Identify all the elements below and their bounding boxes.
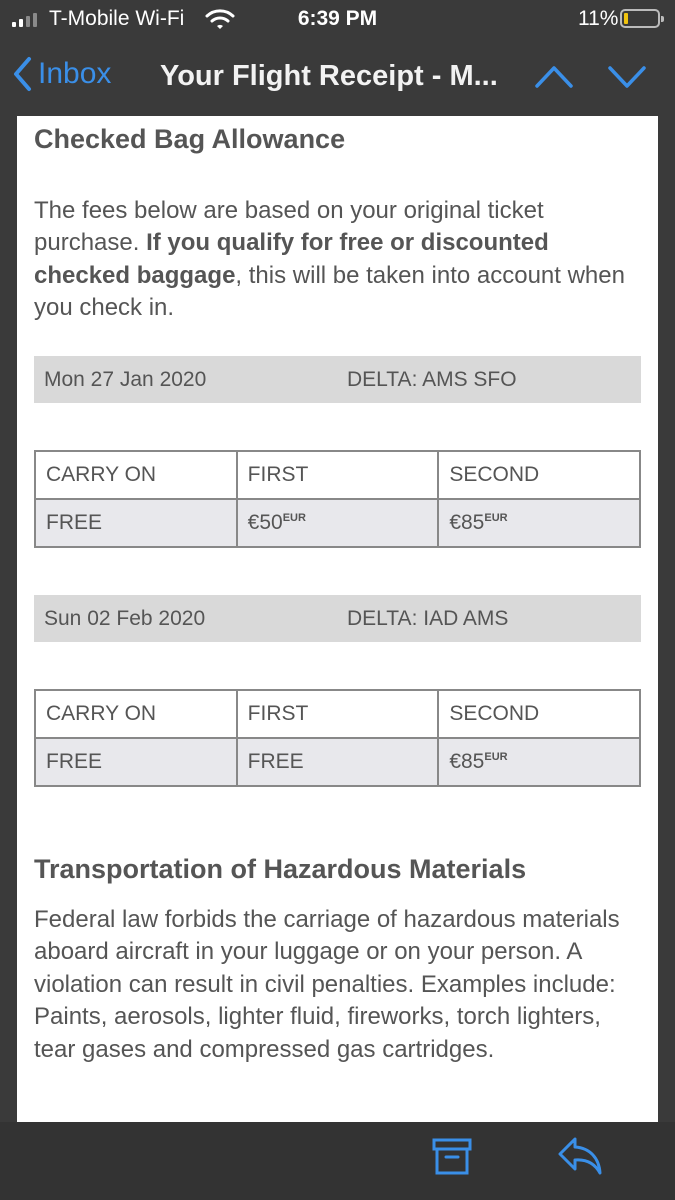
message-subject: Your Flight Receipt - M... — [160, 60, 498, 92]
status-bar — [0, 0, 675, 38]
second-bag-fee — [438, 738, 640, 786]
battery-icon — [620, 9, 660, 28]
flight-route: DELTA: AMS SFO — [347, 368, 517, 391]
fees-text-bold: If you qualify for free or discounted checked baggage — [34, 229, 549, 289]
fees-text-1: The fees below are based on your original ticket purchase. — [34, 197, 544, 257]
first-bag-amount: €50 — [247, 511, 283, 534]
column-header: CARRY ON — [35, 690, 237, 738]
table-header-row — [35, 451, 640, 499]
first-bag-fee — [237, 499, 439, 547]
email-body[interactable] — [17, 116, 658, 1122]
column-header: SECOND — [438, 690, 640, 738]
hazmat-paragraph: Federal law forbids the carriage of hazardous materials aboard aircraft in your luggage or on your person. A violation can result in civil penalties. Examples include: Paints, aerosols, lighter fluid, fireworks, torch lighters, tear gases and compressed gas cartridges. — [34, 906, 620, 1063]
flight-route: DELTA: IAD AMS — [347, 607, 509, 630]
first-bag-fee: FREE — [237, 738, 439, 786]
column-header: SECOND — [438, 451, 640, 499]
bag-allowance-heading: Checked Bag Allowance — [34, 124, 346, 154]
back-label: Inbox — [38, 57, 112, 90]
column-header: FIRST — [237, 690, 439, 738]
carrier-name: T-Mobile Wi-Fi — [49, 7, 185, 30]
reply-icon[interactable] — [557, 1136, 603, 1181]
baggage-fee-table — [34, 450, 641, 548]
fees-paragraph — [34, 195, 634, 325]
currency-unit: EUR — [282, 512, 306, 524]
second-bag-amount: €85 — [449, 511, 485, 534]
flight-date: Sun 02 Feb 2020 — [44, 607, 206, 630]
second-bag-fee — [438, 499, 640, 547]
column-header: FIRST — [237, 451, 439, 499]
column-header: CARRY ON — [35, 451, 237, 499]
archive-icon[interactable] — [432, 1136, 472, 1181]
clock: 6:39 PM — [297, 7, 378, 30]
fees-text-2: , this will be taken into account when you check in. — [34, 261, 625, 322]
second-bag-amount: €85 — [449, 750, 485, 773]
baggage-fee-table — [34, 689, 641, 787]
hazmat-heading: Transportation of Hazardous Materials — [34, 854, 527, 884]
chevron-up-icon[interactable] — [534, 62, 574, 97]
carry-on-fee: FREE — [35, 738, 237, 786]
table-row — [35, 738, 640, 786]
carry-on-fee: FREE — [35, 499, 237, 547]
chevron-left-icon — [12, 56, 32, 92]
flight-header — [34, 356, 641, 403]
chevron-down-icon[interactable] — [607, 62, 647, 97]
bottom-toolbar — [0, 1122, 675, 1200]
currency-unit: EUR — [484, 751, 508, 763]
currency-unit: EUR — [484, 512, 508, 524]
table-header-row — [35, 690, 640, 738]
table-row — [35, 499, 640, 547]
battery-percent: 11% — [578, 7, 619, 30]
back-button[interactable] — [12, 56, 111, 92]
flight-date: Mon 27 Jan 2020 — [44, 368, 207, 391]
nav-bar — [0, 38, 675, 116]
flight-header — [34, 595, 641, 642]
